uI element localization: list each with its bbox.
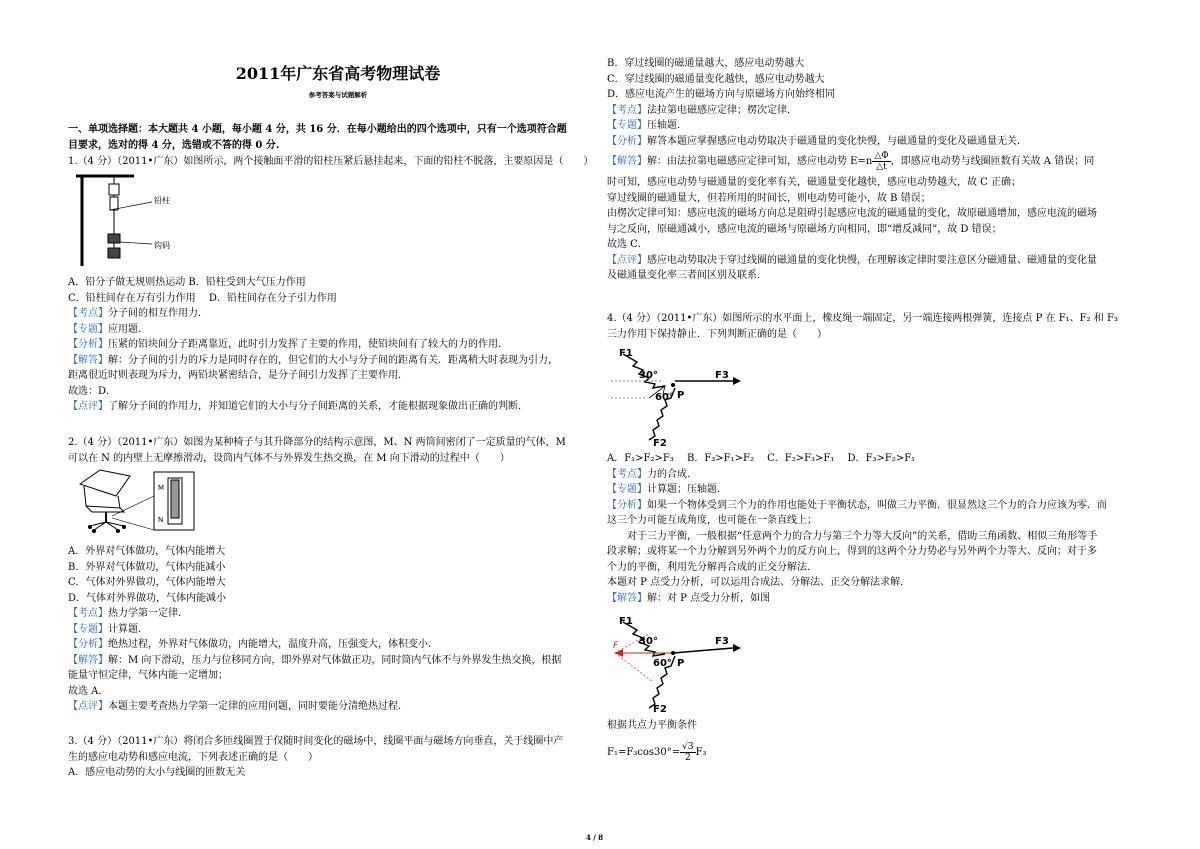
q4-fenxi-line: 对于三力平衡，一般根据“任意两个力的合力与第三个力等大反向”的关系，借助三角函数、相似三角形等手 — [607, 530, 1098, 542]
q2-label-n: N — [158, 516, 164, 524]
q2-kaodian-tag: 【考点】 — [68, 608, 108, 619]
q4b-label-f: F — [613, 641, 619, 651]
q2-fenxi: 【分析】绝热过程，外界对气体做功，内能增大，温度升高，压强变大，体积变小． — [68, 639, 438, 650]
section-heading-line: 一、单项选择题：本大题共 4 小题，每小题 4 分，共 16 分．在每小题给出的四个选项中，只有一个选项符合题 — [68, 124, 567, 135]
q2-jieda: 【解答】解：M 向下滑动，压力与位移同方向，即外界对气体做正功，同时筒内气体不与外界发生热交换，根据 — [68, 654, 562, 666]
q3-kaodian: 【考点】法拉第电磁感应定律；楞次定律． — [607, 104, 797, 116]
q4-label-60: 60° — [655, 392, 674, 403]
q4-options-and-analysis — [607, 451, 1137, 606]
q4-label-30: 30° — [639, 370, 658, 381]
q1-stem: 1.（4 分）（2011•广东）如图所示，两个接触面平滑的铅柱压紧后悬挂起来，下面的铅柱不脱落，主要原因是（ ） — [68, 156, 594, 167]
q4-fenxi-line: 这三个力可能互成角度，也可能在一条直线上； — [607, 515, 817, 526]
q2-zhuanti: 【专题】计算题． — [68, 623, 148, 635]
page-subtitle: 参考答案与试题解析 — [308, 91, 368, 99]
q1-kaodian-tag: 【考点】 — [68, 308, 108, 319]
q3-jieda-line: 时可知，感应电动势与磁通量的变化率有关，磁通量变化越快，感应电动势越大，故 C 正确； — [607, 177, 1022, 188]
q4-fenxi-line: 段求解；或将某一个力分解到另外两个力的反方向上，得到的这两个分力势必与另外两个力等大、反向；对于多 — [607, 546, 1097, 557]
q2-jieda-line: 能量守恒定律，气体内能一定增加； — [68, 670, 228, 681]
q3-jieda-tag: 【解答】 — [607, 156, 647, 167]
q3-stem-line: 3.（4 分）（2011•广东）将闭合多匝线圈置于仅随时间变化的磁场中，线圈平面与磁场方向垂直，关于线圈中产 — [68, 736, 564, 747]
q4-stem-line: 三力作用下保持静止．下列判断正确的是（ ） — [607, 328, 827, 340]
q4-kaodian-tag: 【考点】 — [607, 468, 647, 480]
q1-lead-cylinder-figure — [74, 170, 214, 270]
q3-jieda: 【解答】解：由法拉第电磁感应定律可知，感应电动势 E=n $\frac{\triangle\Phi}{\triangle t}$ ，即感应电动势与线圈匝数有关故 A 错误；同 — [607, 151, 1095, 172]
q2-chair-figure — [72, 466, 202, 534]
q1-option: C．铅柱间存在万有引力作用 D．铅柱间存在分子引力作用 — [68, 292, 337, 304]
q3-fenxi-tag: 【分析】 — [607, 135, 647, 147]
page-number: 4 / 8 — [586, 833, 604, 842]
q2-option: A．外界对气体做功，气体内能增大 — [68, 546, 226, 557]
q4-fenxi-tag: 【分析】 — [607, 499, 647, 511]
q1-dianping-tag: 【点评】 — [68, 401, 108, 412]
q2-fenxi-tag: 【分析】 — [68, 639, 108, 650]
q3-fenxi: 【分析】解答本题应掌握感应电动势取决于磁通量的变化快慢，与磁通量的变化及磁通量无关． — [607, 135, 1027, 147]
q2-stem-line: 2.（4 分）（2011•广东）如图为某种椅子与其升降部分的结构示意图，M、N 两筒间密闭了一定质量的气体，M — [68, 437, 566, 448]
q4-force-figure — [609, 342, 749, 448]
q4-zhuanti: 【专题】计算题；压轴题． — [607, 484, 727, 495]
q4-label-f1: F1 — [619, 348, 633, 359]
q2-option: B．外界对气体做功，气体内能减小 — [68, 561, 226, 573]
q2-dianping: 【点评】本题主要考查热力学第一定律的应用问题，同时要能分清绝热过程． — [68, 701, 408, 712]
q3-dianping-line: 及磁通量变化率三者间区别及联系． — [607, 270, 767, 281]
q3-zhuanti: 【专题】压轴题． — [607, 120, 687, 131]
q1-zhuanti: 【专题】应用题． — [68, 323, 148, 335]
section-heading — [68, 122, 590, 153]
q3-stem-line: 生的感应电动势和感应电流，下列表述正确的是（ ） — [68, 751, 318, 763]
q2-jieda-line: 故选 A． — [68, 685, 109, 697]
q2-option: D．气体对外界做功，气体内能减小 — [68, 592, 227, 604]
q2-dianping-tag: 【点评】 — [68, 701, 108, 712]
q4-label-p: P — [677, 390, 685, 401]
q4-fenxi-line: 个力的平衡，利用先分解再合成的正交分解法． — [607, 561, 817, 573]
q1-option: A．铅分子做无规则热运动 B．铅柱受到大气压力作用 — [68, 277, 306, 288]
q2-stem-line: 可以在 N 的内壁上无摩擦滑动，设筒内气体不与外界发生热交换，在 M 向下滑动的过程中（ ） — [68, 452, 510, 464]
q4-label-f3: F3 — [715, 370, 729, 381]
q1-jieda: 【解答】解：分子间的引力的斥力是同时存在的，但它们的大小与分子间的距离有关．距离稍大时表现为引力， — [68, 354, 558, 366]
question-3 — [68, 734, 590, 781]
q3-jieda-line: 故选 C． — [607, 239, 648, 250]
q4-jieda-tag: 【解答】 — [607, 592, 647, 604]
q2-jieda-tag: 【解答】 — [68, 654, 108, 666]
q1-fenxi-tag: 【分析】 — [68, 339, 108, 350]
q4-fenxi: 【分析】如果一个物体受到三个力的作用也能处于平衡状态，叫做三力平衡．很显然这三个力的合力应该为零．而 — [607, 499, 1107, 511]
q3-option: B．穿过线圈的磁通量越大，感应电动势越大 — [607, 58, 805, 69]
q3-option: C．穿过线圈的磁通量变化越快，感应电动势越大 — [607, 73, 825, 85]
q1-zhuanti-tag: 【专题】 — [68, 323, 108, 335]
q3-kaodian-tag: 【考点】 — [607, 104, 647, 116]
q4-formula: F₁=F₃cos30°= $\frac{√3}{2}$ F₃ — [607, 741, 707, 763]
q1-jieda-tag: 【解答】 — [68, 354, 108, 366]
q1-jieda-line: 距离很近时则表现为斥力，两铅块紧密结合，是分子间引力发挥了主要作用． — [68, 370, 408, 381]
q1-label-lead: 铅柱 — [154, 196, 170, 205]
q3-jieda-line: 与之反向，原磁通减小，感应电流的磁场与原磁场方向相同，即“增反减同”，故 D 错误； — [607, 223, 1002, 235]
q3-flux-fraction: $\frac{\triangle\Phi}{\triangle t}$ — [874, 151, 889, 172]
question-2 — [68, 435, 590, 466]
question-4 — [607, 311, 1137, 342]
q1-jieda-line: 故选：D． — [68, 385, 117, 397]
page-title: 2011年广东省高考物理试卷 — [235, 64, 441, 83]
q3-zhuanti-tag: 【专题】 — [607, 120, 647, 131]
q3-continued — [607, 56, 1137, 284]
q4-equilibrium — [607, 718, 1137, 766]
q4-stem-line: 4.（4 分）（2011•广东）如图所示的水平面上，橡皮绳一端固定，另一端连接两根弹簧，连接点 P 在 F₁、F₂ 和 F₃ — [607, 313, 1118, 324]
q3-option: D．感应电流产生的磁场方向与原磁场方向始终相同 — [607, 89, 836, 100]
q4b-label-f1: F1 — [619, 616, 633, 627]
q1-dianping: 【点评】了解分子间的作用力，并知道它们的大小与分子间距离的关系，才能根据现象做出正确的判断． — [68, 401, 528, 412]
q2-label-m: M — [158, 484, 165, 492]
q3-dianping-tag: 【点评】 — [607, 254, 647, 266]
q3-dianping: 【点评】感应电动势取决于穿过线圈的磁通量的变化快慢，在理解该定律时要注意区分磁通量、磁通量的变化量 — [607, 254, 1097, 266]
q4b-label-f3: F3 — [715, 636, 729, 647]
q2-option: C．气体对外界做功，气体内能增大 — [68, 577, 226, 588]
q3-jieda-line: 穿过线圈的磁通量大，但若所用的时间长，则电动势可能小，故 B 错误； — [607, 192, 931, 204]
q4-kaodian: 【考点】力的合成． — [607, 468, 697, 480]
q2-options — [68, 544, 590, 715]
q4-jieda: 【解答】解：对 P 点受力分析，如图 — [607, 592, 771, 604]
q4-sqrt3-fraction: $\frac{√3}{2}$ — [682, 741, 694, 763]
q4b-label-30: 30° — [639, 636, 658, 647]
q4b-label-f2: F2 — [653, 704, 667, 714]
q2-zhuanti-tag: 【专题】 — [68, 623, 108, 635]
q1-fenxi: 【分析】压紧的铅块间分子距离靠近，此时引力发挥了主要的作用，使铅块间有了较大的力的作用． — [68, 339, 508, 350]
q3-jieda-line: 由楞次定律可知：感应电流的磁场方向总是阻碍引起感应电流的磁通量的变化，故原磁通增加，感应电流的磁场 — [607, 208, 1097, 219]
q4-equilibrium-text: 根据共点力平衡条件 — [607, 720, 697, 731]
q4b-label-p: P — [677, 658, 685, 669]
q1-options — [68, 275, 590, 415]
q4-label-f2: F2 — [653, 438, 667, 448]
section-heading-line: 目要求，选对的得 4 分，选错或不答的得 0 分. — [68, 139, 280, 151]
q4-force-analysis-figure — [609, 610, 749, 714]
q4b-label-60: 60° — [653, 658, 672, 669]
question-1 — [68, 154, 594, 170]
q1-label-weight: 钩码 — [154, 241, 170, 250]
q4-fenxi-line: 本题对 P 点受力分析，可以运用合成法、分解法、正交分解法求解． — [607, 577, 911, 588]
q1-kaodian: 【考点】分子间的相互作用力． — [68, 308, 208, 319]
q4-zhuanti-tag: 【专题】 — [607, 484, 647, 495]
q4-options: A．F₁>F₂>F₃ B．F₃>F₁>F₂ C．F₂>F₃>F₁ D．F₃>F₂>F₁ — [607, 453, 916, 464]
q3-option-a: A．感应电动势的大小与线圈的匝数无关 — [68, 767, 246, 778]
q2-kaodian: 【考点】热力学第一定律． — [68, 608, 188, 619]
